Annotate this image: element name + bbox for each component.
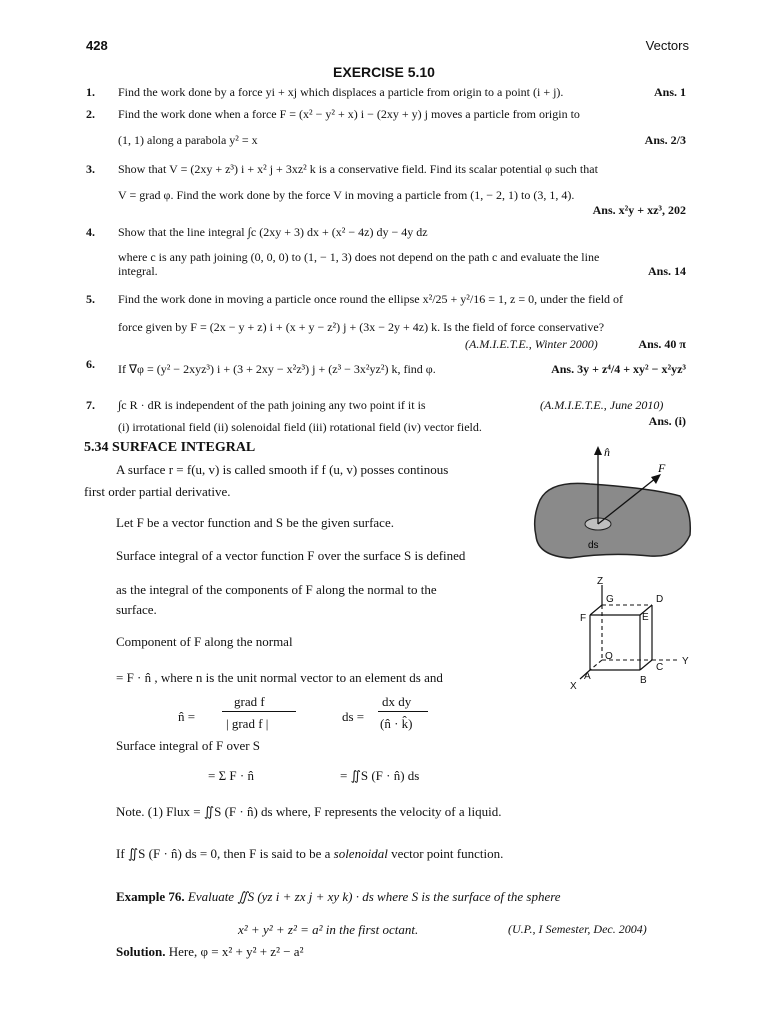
cube-label-e: E — [642, 612, 649, 623]
cube-label-x: X — [570, 681, 577, 692]
problem-2-line-2: (1, 1) along a parabola y² = x — [118, 133, 258, 147]
cube-label-c: C — [656, 662, 664, 673]
flux-note: Note. (1) Flux = ∬S (F · n̂) ds where, F represents the velocity of a liquid. — [116, 804, 502, 819]
solenoidal-line — [116, 846, 503, 862]
problem-7-number: 7. — [86, 398, 95, 412]
example-line-2: x² + y² + z² = a² in the first octant. — [238, 922, 419, 937]
problem-5-line-1: Find the work done in moving a particle once round the ellipse x²/25 + y²/16 = 1, z = 0, under the field of — [118, 292, 624, 306]
example-text: Evaluate ∬S (yz i + zx j + xy k) · ds where S is the surface of the sphere — [187, 889, 561, 904]
cube-label-z: Z — [597, 576, 604, 587]
ds-denominator: (n̂ · k̂) — [380, 716, 413, 731]
problem-7-text: ∫c R · dR is independent of the path joining any two point if it is — [118, 398, 426, 412]
problem-7-source: (A.M.I.E.T.E., June 2010) — [540, 398, 664, 412]
problem-2-line-1: Find the work done when a force F = (x² − y² + x) i − (2xy + y) j moves a particle from origin to — [118, 107, 580, 121]
problem-3-number: 3. — [86, 162, 95, 176]
normal-arrowhead — [594, 446, 602, 455]
cube-diagram — [560, 575, 710, 695]
solenoidal-post: vector point function. — [387, 846, 504, 861]
cube-label-b: B — [640, 675, 647, 686]
ds-fraction-bar — [378, 711, 428, 712]
problem-3-answer: Ans. x²y + xz³, 202 — [592, 203, 686, 217]
force-arrowhead — [651, 474, 661, 484]
exercise-title: EXERCISE 5.10 — [333, 64, 435, 80]
example-label: Example 76. — [116, 889, 185, 904]
problem-2-answer: Ans. 2/3 — [644, 133, 686, 147]
problem-4-line-1: Show that the line integral ∫c (2xy + 3) dx + (x² − 4z) dy − 4y dz — [118, 225, 428, 239]
example-source: (U.P., I Semester, Dec. 2004) — [508, 922, 647, 936]
nhat-denominator: | grad f | — [226, 716, 269, 731]
surface-integral-over-s: Surface integral of F over S — [116, 738, 261, 753]
problem-1-number: 1. — [86, 85, 95, 99]
problem-2-number: 2. — [86, 107, 95, 121]
solenoidal-pre: If ∬S (F · n̂) ds = 0, then F is said to be a — [116, 846, 334, 861]
problem-5-line-2: force given by F = (2x − y + z) i + (x + y − z²) j + (3x − 2y + 4z) k. Is the field of force conservative? — [118, 320, 605, 334]
problem-4-line-2: where c is any path joining (0, 0, 0) to (1, − 1, 3) does not depend on the path c and evaluate the line — [118, 250, 600, 264]
definition-line-2: as the integral of the components of F along the normal to the — [116, 582, 437, 597]
sum-equation: = Σ F · n̂ — [208, 768, 254, 783]
chapter-title: Vectors — [645, 38, 689, 53]
problem-1-answer: Ans. 1 — [653, 85, 686, 99]
problem-6-number: 6. — [86, 357, 95, 371]
ds-numerator: dx dy — [382, 694, 412, 709]
problem-7-answer: Ans. (i) — [648, 414, 686, 428]
problem-6-text: If ∇φ = (y² − 2xyz³) i + (3 + 2xy − x²z³) j + (z³ − 3x²yz²) k, find φ. — [118, 362, 436, 376]
cube-label-g: G — [606, 594, 614, 605]
f-label: F — [658, 461, 666, 475]
cube-label-o: O — [605, 651, 613, 662]
cube-label-f: F — [580, 613, 587, 624]
component-line: Component of F along the normal — [116, 634, 293, 649]
cube-label-a: A — [584, 671, 591, 682]
problem-5-source: (A.M.I.E.T.E., Winter 2000) — [465, 337, 598, 351]
solution-label: Solution. — [116, 944, 166, 959]
surface-diagram — [530, 440, 700, 570]
definition-line-1: Surface integral of a vector function F over the surface S is defined — [116, 548, 466, 563]
unit-normal-line: = F · n̂ , where n is the unit normal vector to an element ds and — [116, 670, 443, 685]
solenoidal-word: solenoidal — [333, 846, 388, 861]
problem-6-answer: Ans. 3y + z⁴/4 + xy² − x²yz³ — [551, 362, 686, 376]
surface-blob — [535, 483, 691, 558]
problem-4-answer: Ans. 14 — [647, 264, 686, 278]
smooth-surface-line-2: first order partial derivative. — [84, 484, 231, 499]
nhat-numerator: grad f — [234, 694, 265, 709]
solution-line — [116, 944, 303, 960]
nhat-fraction-bar — [222, 711, 296, 712]
cube-label-d: D — [656, 594, 664, 605]
cube-label-y: Y — [682, 656, 689, 667]
ds-label: ds — [588, 540, 599, 551]
problem-5-number: 5. — [86, 292, 95, 306]
problem-1-text: Find the work done by a force yi + xj which displaces a particle from origin to a point (i + j). — [118, 85, 564, 99]
definition-line-3: surface. — [116, 602, 157, 617]
solution-text: Here, φ = x² + y² + z² − a² — [168, 944, 304, 959]
problem-7-options: (i) irrotational field (ii) solenoidal field (iii) rotational field (iv) vector field. — [118, 420, 482, 434]
problem-4-line-3: integral. — [118, 264, 158, 278]
problem-3-line-1: Show that V = (2xy + z³) i + x² j + 3xz² k is a conservative field. Find its scalar potential φ such that — [118, 162, 598, 176]
n-hat-label: n̂ — [604, 445, 610, 459]
ds-lhs: ds = — [342, 709, 365, 724]
section-title: 5.34 SURFACE INTEGRAL — [84, 440, 256, 455]
problem-5-answer: Ans. 40 π — [638, 337, 686, 351]
integral-equation: = ∬S (F · n̂) ds — [340, 768, 420, 783]
problem-3-line-2: V = grad φ. Find the work done by the force V in moving a particle from (1, − 2, 1) to (3, 1, 4). — [118, 188, 575, 202]
nhat-lhs: n̂ = — [178, 709, 196, 724]
example-76-line — [116, 889, 561, 905]
page-number: 428 — [86, 38, 108, 53]
smooth-surface-line-1: A surface r = f(u, v) is called smooth if f (u, v) posses continous — [116, 462, 449, 477]
vector-function-line: Let F be a vector function and S be the given surface. — [116, 515, 394, 530]
problem-4-number: 4. — [86, 225, 95, 239]
